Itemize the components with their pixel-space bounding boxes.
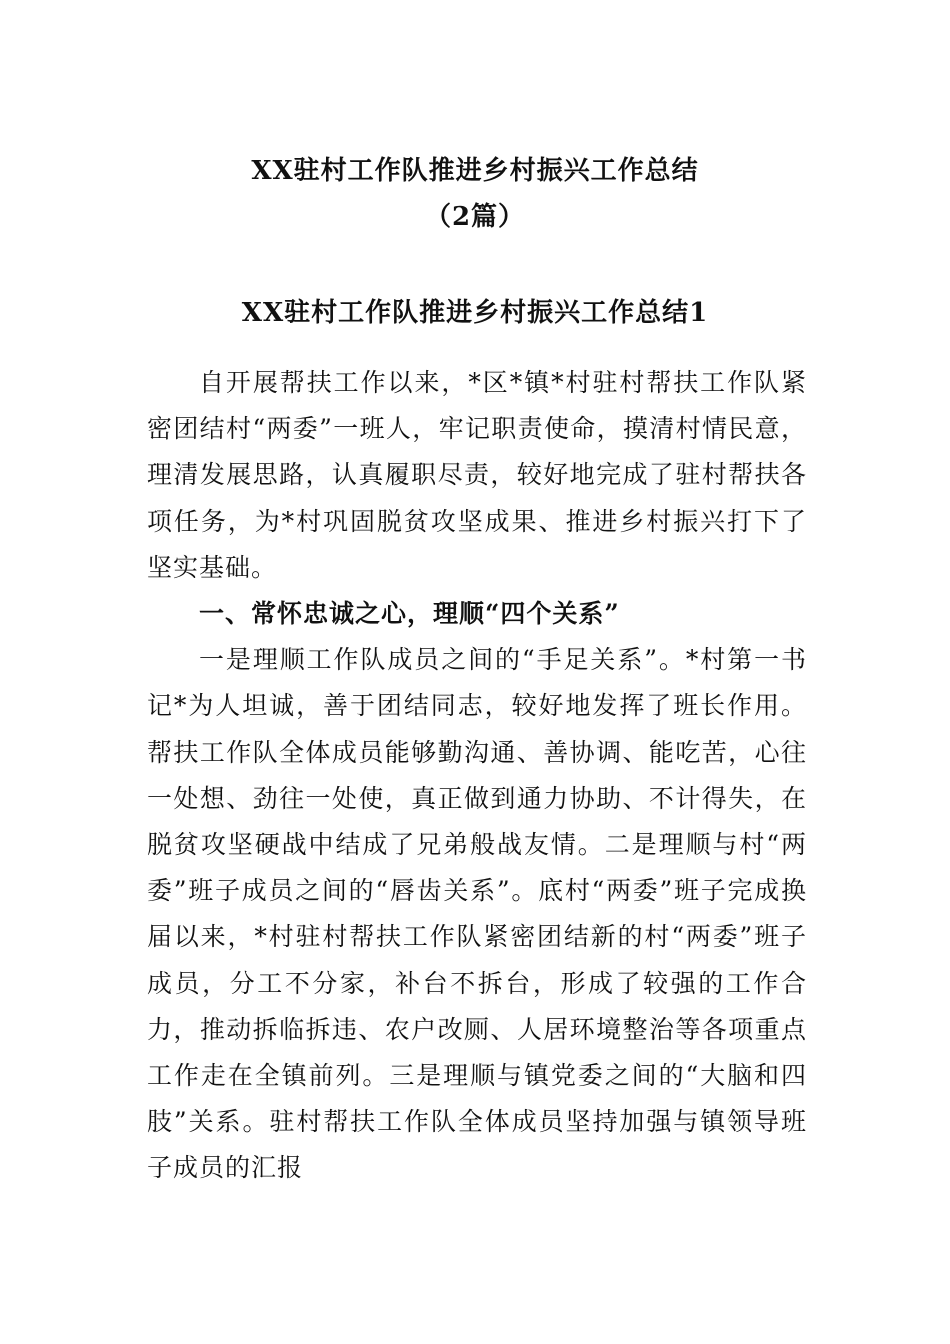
document-subtitle: （2篇） xyxy=(424,202,526,232)
document-title: XX驻村工作队推进乡村振兴工作总结 xyxy=(251,156,699,186)
document-body xyxy=(147,360,807,1192)
section-heading: 一、常怀忠诚之心，理顺“四个关系” xyxy=(199,599,620,629)
article-title: XX驻村工作队推进乡村振兴工作总结1 xyxy=(241,298,709,328)
paragraph-relations: 一是理顺工作队成员之间的“手足关系”。*村第一书记*为人坦诚，善于团结同志，较好地发挥了班长作用。帮扶工作队全体成员能够勤沟通、善协调、能吃苦，心往一处想、劲往一处使，真正做到通力协助、不计得失，在脱贫攻坚硬战中结成了兄弟般战友情。二是理顺与村“两委”班子成员之间的“唇齿关系”。底村“两委”班子完成换届以来，*村驻村帮扶工作队紧密团结新的村“两委”班子成员，分工不分家，补台不拆台，形成了较强的工作合力，推动拆临拆违、农户改厕、人居环境整治等各项重点工作走在全镇前列。三是理顺与镇党委之间的“大脑和四肢”关系。驻村帮扶工作队全体成员坚持加强与镇领导班子成员的汇报 xyxy=(147,645,807,1183)
paragraph-intro: 自开展帮扶工作以来，*区*镇*村驻村帮扶工作队紧密团结村“两委”一班人，牢记职责使命，摸清村情民意，理清发展思路，认真履职尽责，较好地完成了驻村帮扶各项任务，为*村巩固脱贫攻坚成果、推进乡村振兴打下了坚实基础。 xyxy=(147,368,807,582)
